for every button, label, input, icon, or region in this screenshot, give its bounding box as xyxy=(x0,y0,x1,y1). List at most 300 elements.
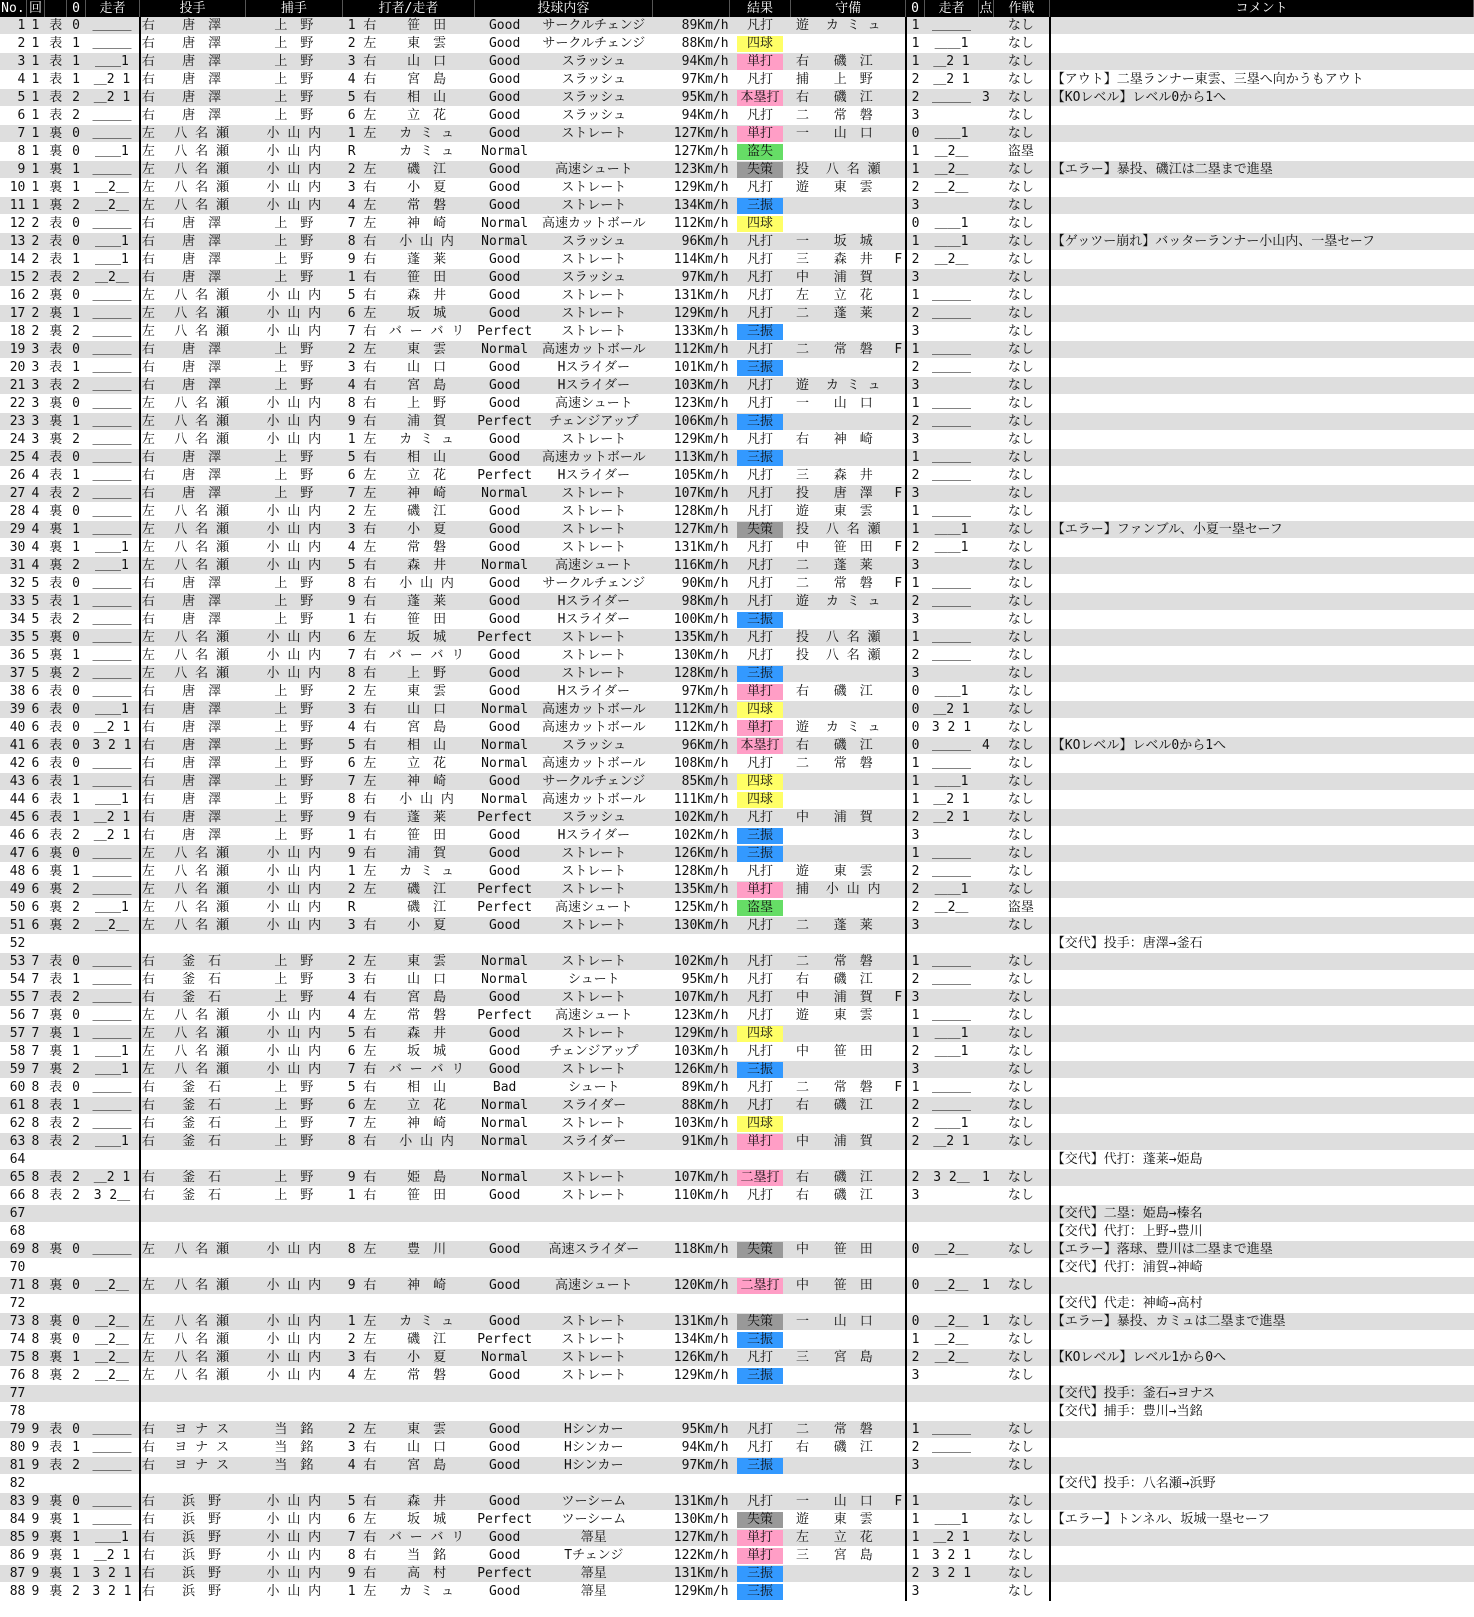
cell-speed: 95Km/h xyxy=(653,971,730,989)
cell-quality: Normal xyxy=(474,1115,535,1133)
cell-fielder-pos: 二 xyxy=(790,755,814,773)
cell-pitcher-hand xyxy=(140,1205,158,1223)
cell-order: 6 xyxy=(342,1511,360,1529)
cell-strategy: なし xyxy=(993,791,1050,809)
cell-runners-after: ＿2 1 xyxy=(924,1133,979,1151)
table-row xyxy=(0,1565,1474,1583)
cell-fielder: 上 野 xyxy=(815,71,892,89)
cell-half: 裏 xyxy=(45,1511,67,1529)
cell-fielder-pos xyxy=(790,773,814,791)
cell-no: 83 xyxy=(0,1493,26,1511)
cell-pitch-type: 高速カットボール xyxy=(535,449,653,467)
cell-batter-hand: 右 xyxy=(361,917,379,935)
cell-runners-after xyxy=(924,557,979,575)
cell-pitcher xyxy=(158,935,245,953)
cell-fly xyxy=(892,557,906,575)
cell-runs xyxy=(979,917,993,935)
cell-pitcher-hand: 左 xyxy=(140,1061,158,1079)
cell-quality: Good xyxy=(474,449,535,467)
cell-batter: 神 崎 xyxy=(379,215,474,233)
cell-result xyxy=(730,719,791,737)
cell-runners-after xyxy=(924,377,979,395)
cell-half: 裏 xyxy=(45,197,67,215)
cell-pitcher-hand: 右 xyxy=(140,17,158,35)
cell-half: 裏 xyxy=(45,557,67,575)
cell-pitch-type: 高速カットボール xyxy=(535,701,653,719)
cell-fielder: 浦 賀 xyxy=(815,1133,892,1151)
cell-inning: 8 xyxy=(26,1277,44,1295)
table-row xyxy=(0,197,1474,215)
cell-strategy: なし xyxy=(993,161,1050,179)
cell-strategy: なし xyxy=(993,53,1050,71)
cell-order: 1 xyxy=(342,269,360,287)
cell-fielder: 山 口 xyxy=(815,1313,892,1331)
cell-runners-after xyxy=(924,1493,979,1511)
cell-pitcher-hand: 右 xyxy=(140,1457,158,1475)
cell-fielder: カ ミ ュ xyxy=(815,17,892,35)
cell-no: 29 xyxy=(0,521,26,539)
cell-pitch-type: 高速シュート xyxy=(535,1007,653,1025)
cell-speed: 129Km/h xyxy=(653,179,730,197)
cell-catcher: 小 山 内 xyxy=(245,665,342,683)
cell-speed: 128Km/h xyxy=(653,863,730,881)
result-badge: 三振 xyxy=(737,612,783,628)
cell-outs: 0 xyxy=(67,341,85,359)
cell-fielder: 磯 江 xyxy=(815,1169,892,1187)
cell-no: 82 xyxy=(0,1475,26,1493)
cell-comment xyxy=(1050,503,1474,521)
cell-pitcher: 唐 澤 xyxy=(158,233,245,251)
cell-outs-after: 1 xyxy=(906,1493,924,1511)
cell-inning: 8 xyxy=(26,1097,44,1115)
cell-runners: ＿2＿ xyxy=(85,1331,140,1349)
cell-batter: 山 口 xyxy=(379,701,474,719)
cell-runners-after xyxy=(924,1151,979,1169)
cell-no: 22 xyxy=(0,395,26,413)
result-badge: 凡打 xyxy=(746,539,773,555)
cell-batter: 常 磐 xyxy=(379,539,474,557)
cell-no: 20 xyxy=(0,359,26,377)
cell-fly xyxy=(892,773,906,791)
cell-catcher: 小 山 内 xyxy=(245,1565,342,1583)
cell-pitch-type: Hスライダー xyxy=(535,377,653,395)
cell-result xyxy=(730,215,791,233)
cell-speed xyxy=(653,1223,730,1241)
cell-pitch-type xyxy=(535,1151,653,1169)
cell-strategy: なし xyxy=(993,431,1050,449)
cell-result xyxy=(730,557,791,575)
cell-batter-hand: 左 xyxy=(361,161,379,179)
table-row xyxy=(0,17,1474,35)
cell-runs xyxy=(979,305,993,323)
cell-pitch-type: ストレート xyxy=(535,1169,653,1187)
result-badge: 三振 xyxy=(737,1584,783,1600)
cell-quality: Normal xyxy=(474,971,535,989)
cell-batter-hand: 右 xyxy=(361,1187,379,1205)
cell-order: 1 xyxy=(342,863,360,881)
cell-no: 36 xyxy=(0,647,26,665)
cell-inning: 1 xyxy=(26,179,44,197)
cell-speed: 88Km/h xyxy=(653,35,730,53)
table-row xyxy=(0,575,1474,593)
cell-no: 9 xyxy=(0,161,26,179)
cell-fielder-pos: 三 xyxy=(790,467,814,485)
cell-pitch-type: 高速シュート xyxy=(535,161,653,179)
cell-half: 表 xyxy=(45,737,67,755)
cell-result xyxy=(730,575,791,593)
result-badge: 盗塁 xyxy=(737,900,783,916)
cell-half: 裏 xyxy=(45,881,67,899)
cell-fielder-pos xyxy=(790,1061,814,1079)
cell-runners-after: ＿2＿ xyxy=(924,1313,979,1331)
cell-inning: 1 xyxy=(26,161,44,179)
cell-fielder-pos: 右 xyxy=(790,89,814,107)
cell-batter-hand: 右 xyxy=(361,71,379,89)
cell-quality: Perfect xyxy=(474,413,535,431)
cell-runners-after: ＿＿＿ xyxy=(924,845,979,863)
cell-no: 63 xyxy=(0,1133,26,1151)
cell-fielder-pos: 一 xyxy=(790,395,814,413)
cell-inning: 4 xyxy=(26,557,44,575)
cell-result xyxy=(730,665,791,683)
col-header-outs-after: 0 xyxy=(906,0,924,17)
result-badge: 凡打 xyxy=(746,251,773,267)
cell-fielder: 磯 江 xyxy=(815,1187,892,1205)
cell-no: 30 xyxy=(0,539,26,557)
cell-no: 80 xyxy=(0,1439,26,1457)
cell-half: 表 xyxy=(45,269,67,287)
cell-pitcher-hand: 右 xyxy=(140,53,158,71)
cell-batter: カ ミ ュ xyxy=(379,863,474,881)
cell-quality: Normal xyxy=(474,341,535,359)
cell-quality xyxy=(474,1223,535,1241)
cell-inning: 5 xyxy=(26,665,44,683)
result-badge: 凡打 xyxy=(746,377,773,393)
cell-runners-after: ＿＿1 xyxy=(924,215,979,233)
cell-pitcher: 釜 石 xyxy=(158,989,245,1007)
cell-no: 32 xyxy=(0,575,26,593)
cell-comment xyxy=(1050,611,1474,629)
cell-comment xyxy=(1050,845,1474,863)
cell-catcher: 上 野 xyxy=(245,791,342,809)
cell-outs: 2 xyxy=(67,1367,85,1385)
cell-pitcher-hand: 右 xyxy=(140,1439,158,1457)
cell-runners: ＿＿1 xyxy=(85,143,140,161)
cell-speed: 96Km/h xyxy=(653,737,730,755)
cell-fielder: 宮 島 xyxy=(815,1349,892,1367)
result-badge: 二塁打 xyxy=(737,1170,783,1186)
table-row xyxy=(0,89,1474,107)
cell-fly: F xyxy=(892,575,906,593)
cell-batter-hand xyxy=(361,1205,379,1223)
cell-speed: 134Km/h xyxy=(653,1331,730,1349)
cell-inning: 7 xyxy=(26,989,44,1007)
table-row xyxy=(0,1583,1474,1601)
cell-comment xyxy=(1050,143,1474,161)
col-header-runners: 走者 xyxy=(85,0,140,17)
cell-no: 23 xyxy=(0,413,26,431)
col-header-speed xyxy=(653,0,730,17)
cell-strategy: なし xyxy=(993,1529,1050,1547)
cell-half: 裏 xyxy=(45,629,67,647)
cell-order: 8 xyxy=(342,791,360,809)
cell-batter: カ ミ ュ xyxy=(379,1313,474,1331)
cell-result xyxy=(730,485,791,503)
cell-pitcher-hand: 左 xyxy=(140,1313,158,1331)
cell-pitch-type: Hスライダー xyxy=(535,827,653,845)
cell-runners: ＿2 1 xyxy=(85,71,140,89)
cell-outs-after: 1 xyxy=(906,395,924,413)
cell-outs-after: 1 xyxy=(906,773,924,791)
cell-comment: 【交代】代打：上野→豊川 xyxy=(1050,1223,1474,1241)
cell-outs: 0 xyxy=(67,395,85,413)
cell-quality: Good xyxy=(474,503,535,521)
cell-speed xyxy=(653,1295,730,1313)
cell-comment xyxy=(1050,1583,1474,1601)
cell-fly: F xyxy=(892,539,906,557)
cell-strategy: なし xyxy=(993,287,1050,305)
cell-batter: 東 雲 xyxy=(379,953,474,971)
cell-fielder: 八 名 瀬 xyxy=(815,161,892,179)
cell-inning: 8 xyxy=(26,1313,44,1331)
cell-strategy: なし xyxy=(993,1457,1050,1475)
cell-pitch-type: スラッシュ xyxy=(535,737,653,755)
cell-fielder-pos: 遊 xyxy=(790,17,814,35)
cell-outs-after: 3 xyxy=(906,557,924,575)
cell-speed: 112Km/h xyxy=(653,215,730,233)
cell-pitcher: 八 名 瀬 xyxy=(158,1313,245,1331)
cell-quality: Perfect xyxy=(474,323,535,341)
cell-outs-after: 1 xyxy=(906,287,924,305)
cell-runners-after: ＿＿＿ xyxy=(924,395,979,413)
cell-runners-after xyxy=(924,665,979,683)
cell-catcher: 上 野 xyxy=(245,953,342,971)
cell-runners: ＿＿＿ xyxy=(85,431,140,449)
cell-fielder-pos: 二 xyxy=(790,107,814,125)
cell-pitch-type: サークルチェンジ xyxy=(535,35,653,53)
cell-runners-after: ＿＿＿ xyxy=(924,359,979,377)
cell-no: 50 xyxy=(0,899,26,917)
table-row xyxy=(0,467,1474,485)
cell-quality: Good xyxy=(474,305,535,323)
cell-fly xyxy=(892,71,906,89)
cell-runners: ＿2＿ xyxy=(85,1277,140,1295)
cell-batter: 豊 川 xyxy=(379,1241,474,1259)
col-header-batter: 打者/走者 xyxy=(342,0,474,17)
cell-order: 9 xyxy=(342,809,360,827)
cell-batter-hand: 右 xyxy=(361,251,379,269)
cell-order: 1 xyxy=(342,611,360,629)
cell-half: 表 xyxy=(45,1097,67,1115)
cell-catcher: 小 山 内 xyxy=(245,557,342,575)
cell-runs xyxy=(979,1205,993,1223)
cell-quality: Good xyxy=(474,71,535,89)
result-badge: 凡打 xyxy=(746,1007,773,1023)
cell-fielder xyxy=(815,35,892,53)
cell-runners: ＿＿＿ xyxy=(85,1421,140,1439)
cell-catcher: 上 野 xyxy=(245,737,342,755)
cell-batter: 磯 江 xyxy=(379,1331,474,1349)
cell-no: 26 xyxy=(0,467,26,485)
cell-fielder: 磯 江 xyxy=(815,89,892,107)
cell-half: 表 xyxy=(45,485,67,503)
cell-pitcher: 八 名 瀬 xyxy=(158,1277,245,1295)
cell-pitch-type: スラッシュ xyxy=(535,71,653,89)
cell-result xyxy=(730,107,791,125)
cell-pitch-type: Hシンカー xyxy=(535,1439,653,1457)
cell-catcher: 小 山 内 xyxy=(245,917,342,935)
cell-outs: 2 xyxy=(67,1133,85,1151)
cell-order: 4 xyxy=(342,539,360,557)
cell-runners: ＿2＿ xyxy=(85,1367,140,1385)
table-row xyxy=(0,251,1474,269)
cell-speed xyxy=(653,935,730,953)
cell-runners xyxy=(85,1259,140,1277)
cell-runs xyxy=(979,179,993,197)
cell-strategy: なし xyxy=(993,719,1050,737)
table-row xyxy=(0,1187,1474,1205)
cell-quality: Good xyxy=(474,431,535,449)
cell-batter xyxy=(379,1295,474,1313)
result-badge: 四球 xyxy=(737,36,783,52)
cell-result xyxy=(730,683,791,701)
result-badge: 凡打 xyxy=(746,233,773,249)
cell-strategy: なし xyxy=(993,1583,1050,1601)
cell-batter: 上 野 xyxy=(379,665,474,683)
cell-runners-after: ＿＿＿ xyxy=(924,341,979,359)
cell-inning: 7 xyxy=(26,1025,44,1043)
cell-runners: ＿＿＿ xyxy=(85,1511,140,1529)
result-badge: 失策 xyxy=(737,162,783,178)
cell-runners xyxy=(85,1475,140,1493)
cell-runners-after: ＿＿1 xyxy=(924,233,979,251)
cell-catcher: 上 野 xyxy=(245,719,342,737)
cell-pitcher-hand xyxy=(140,935,158,953)
cell-runners-after: ＿2＿ xyxy=(924,1277,979,1295)
cell-batter-hand: 右 xyxy=(361,701,379,719)
cell-outs-after: 1 xyxy=(906,449,924,467)
table-row xyxy=(0,179,1474,197)
cell-fly xyxy=(892,1529,906,1547)
table-row xyxy=(0,1079,1474,1097)
cell-result xyxy=(730,35,791,53)
cell-no: 43 xyxy=(0,773,26,791)
cell-comment xyxy=(1050,377,1474,395)
cell-strategy: なし xyxy=(993,323,1050,341)
result-badge: 凡打 xyxy=(746,1493,773,1509)
cell-fielder-pos: 二 xyxy=(790,917,814,935)
cell-outs: 2 xyxy=(67,827,85,845)
cell-fielder: 常 磐 xyxy=(815,341,892,359)
cell-no: 47 xyxy=(0,845,26,863)
cell-half: 表 xyxy=(45,755,67,773)
cell-catcher: 上 野 xyxy=(245,89,342,107)
cell-batter-hand xyxy=(361,1295,379,1313)
cell-batter: 森 井 xyxy=(379,287,474,305)
cell-speed: 97Km/h xyxy=(653,269,730,287)
cell-order: 1 xyxy=(342,1313,360,1331)
result-badge: 凡打 xyxy=(746,1187,773,1203)
cell-outs-after: 1 xyxy=(906,521,924,539)
cell-inning: 8 xyxy=(26,1331,44,1349)
cell-runners-after xyxy=(924,1259,979,1277)
cell-no: 67 xyxy=(0,1205,26,1223)
cell-outs-after: 2 xyxy=(906,863,924,881)
cell-fielder-pos: 右 xyxy=(790,683,814,701)
cell-pitcher-hand: 右 xyxy=(140,1529,158,1547)
cell-pitch-type: ストレート xyxy=(535,197,653,215)
cell-runners: ＿＿＿ xyxy=(85,467,140,485)
cell-runs xyxy=(979,1349,993,1367)
cell-fly xyxy=(892,467,906,485)
cell-batter: 山 口 xyxy=(379,1439,474,1457)
cell-outs: 1 xyxy=(67,1043,85,1061)
table-row xyxy=(0,737,1474,755)
cell-speed: 116Km/h xyxy=(653,557,730,575)
cell-outs-after: 3 xyxy=(906,917,924,935)
cell-result xyxy=(730,953,791,971)
cell-no: 88 xyxy=(0,1583,26,1601)
cell-fielder-pos: 一 xyxy=(790,125,814,143)
cell-pitch-type: Hスライダー xyxy=(535,359,653,377)
cell-strategy: なし xyxy=(993,125,1050,143)
cell-no: 39 xyxy=(0,701,26,719)
cell-runners-after: ＿＿1 xyxy=(924,773,979,791)
cell-speed: 126Km/h xyxy=(653,1061,730,1079)
cell-fielder: 唐 澤 xyxy=(815,485,892,503)
cell-pitch-type: ストレート xyxy=(535,1187,653,1205)
cell-fly: F xyxy=(892,485,906,503)
cell-fly xyxy=(892,1115,906,1133)
cell-strategy: なし xyxy=(993,611,1050,629)
cell-runners-after xyxy=(924,827,979,845)
cell-fly xyxy=(892,971,906,989)
result-badge: 凡打 xyxy=(746,179,773,195)
cell-batter: 山 口 xyxy=(379,359,474,377)
cell-half: 裏 xyxy=(45,845,67,863)
cell-runs xyxy=(979,773,993,791)
cell-half: 表 xyxy=(45,107,67,125)
cell-pitcher: 八 名 瀬 xyxy=(158,197,245,215)
cell-strategy: なし xyxy=(993,593,1050,611)
cell-pitch-type xyxy=(535,1205,653,1223)
cell-fielder: 東 雲 xyxy=(815,1511,892,1529)
cell-comment xyxy=(1050,215,1474,233)
cell-speed: 113Km/h xyxy=(653,449,730,467)
cell-pitcher-hand: 右 xyxy=(140,107,158,125)
cell-outs: 2 xyxy=(67,1583,85,1601)
cell-catcher: 小 山 内 xyxy=(245,125,342,143)
cell-strategy: なし xyxy=(993,89,1050,107)
table-row xyxy=(0,431,1474,449)
cell-speed: 108Km/h xyxy=(653,755,730,773)
cell-half xyxy=(45,1151,67,1169)
cell-inning: 3 xyxy=(26,359,44,377)
cell-pitcher-hand: 左 xyxy=(140,557,158,575)
cell-batter-hand: 左 xyxy=(361,773,379,791)
cell-pitcher-hand: 右 xyxy=(140,611,158,629)
cell-runs xyxy=(979,1493,993,1511)
cell-runs xyxy=(979,449,993,467)
cell-fielder-pos xyxy=(790,665,814,683)
cell-fly xyxy=(892,845,906,863)
cell-catcher: 小 山 内 xyxy=(245,539,342,557)
table-row xyxy=(0,287,1474,305)
cell-no: 25 xyxy=(0,449,26,467)
cell-quality xyxy=(474,1385,535,1403)
cell-runners-after: ＿＿＿ xyxy=(924,953,979,971)
cell-outs: 2 xyxy=(67,1061,85,1079)
